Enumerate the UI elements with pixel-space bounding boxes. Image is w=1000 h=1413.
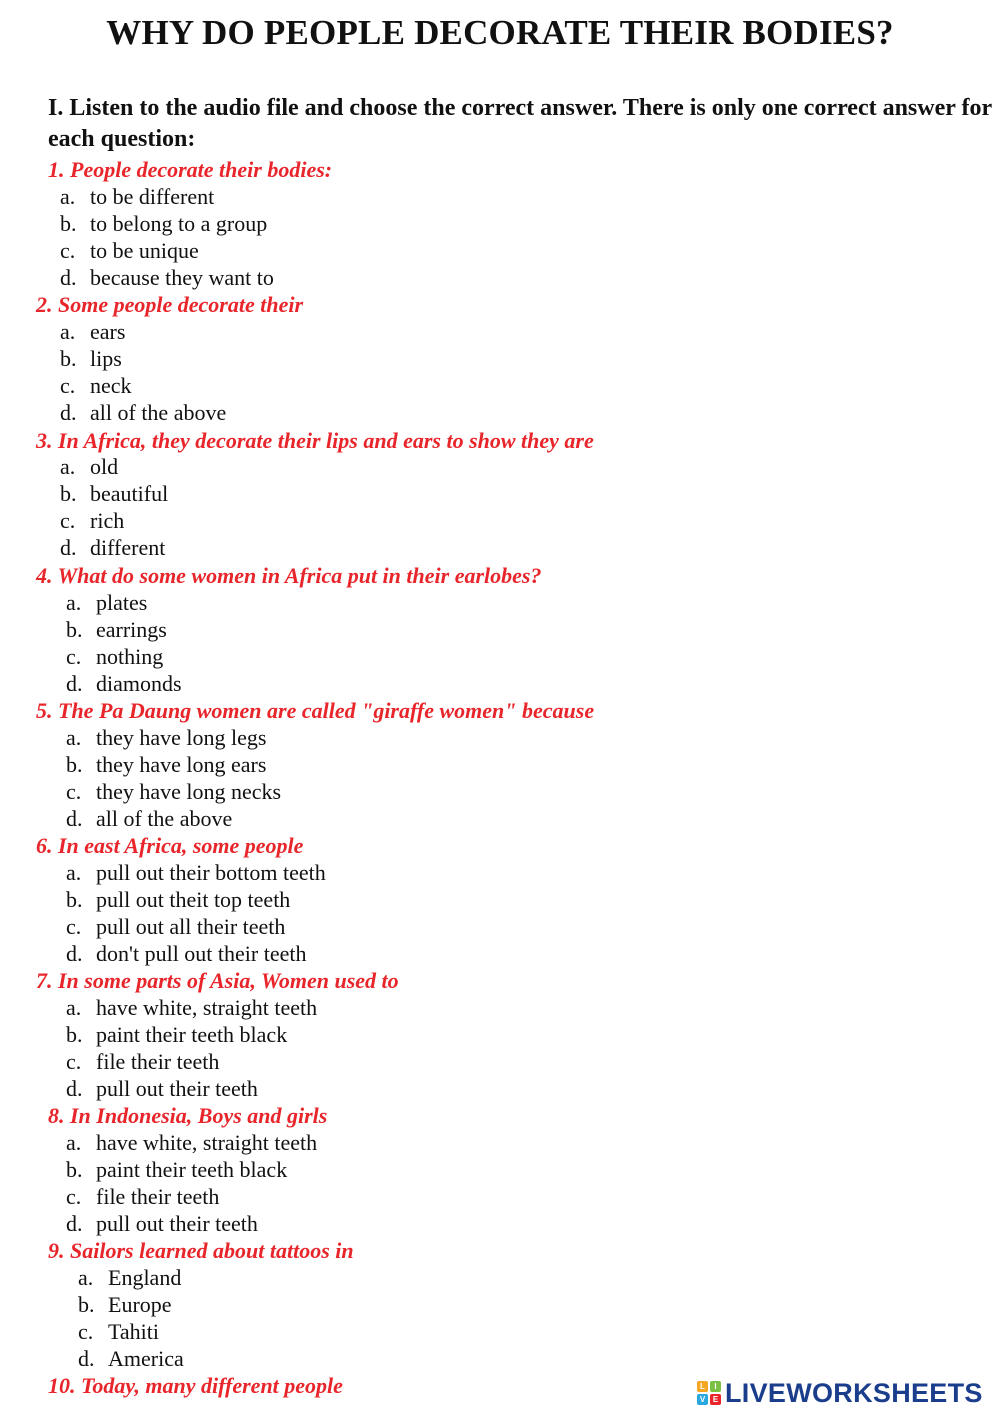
option-letter: c. <box>66 914 82 939</box>
option-letter: a. <box>60 454 76 479</box>
question-5: 5. The Pa Daung women are called "giraffe women" because <box>36 698 595 723</box>
option-letter: b. <box>66 752 83 777</box>
option-3b[interactable] <box>60 481 168 507</box>
question-2: 2. Some people decorate their <box>36 292 304 317</box>
section-instruction: I. Listen to the audio file and choose the correct answer. There is only one correct answer for each question: <box>48 95 992 152</box>
option-5c[interactable] <box>66 779 281 805</box>
option-text: don't pull out their teeth <box>96 941 307 966</box>
option-text: old <box>90 454 119 479</box>
option-letter: c. <box>60 373 76 398</box>
question-8: 8. In Indonesia, Boys and girls <box>48 1103 328 1128</box>
option-2d[interactable] <box>60 400 226 426</box>
option-letter: d. <box>66 1211 83 1236</box>
option-text: pull out theit top teeth <box>96 887 291 912</box>
option-2b[interactable] <box>60 346 122 372</box>
option-letter: c. <box>60 508 76 533</box>
option-letter: a. <box>60 184 76 209</box>
liveworksheets-logo <box>697 1377 983 1409</box>
option-letter: c. <box>66 1049 82 1074</box>
option-9d[interactable] <box>78 1346 184 1372</box>
option-4b[interactable] <box>66 617 167 643</box>
option-text: they have long legs <box>96 725 267 750</box>
option-letter: a. <box>66 590 82 615</box>
option-1a[interactable] <box>60 184 214 210</box>
option-text: file their teeth <box>96 1184 220 1209</box>
question-4: 4. What do some women in Africa put in their earlobes? <box>36 563 542 588</box>
option-text: they have long ears <box>96 752 267 777</box>
option-6c[interactable] <box>66 914 285 940</box>
option-4c[interactable] <box>66 644 163 670</box>
option-3d[interactable] <box>60 535 165 561</box>
option-4d[interactable] <box>66 671 182 697</box>
logo-cell-l: L <box>697 1381 708 1392</box>
option-text: different <box>90 535 166 560</box>
option-text: have white, straight teeth <box>96 1130 318 1155</box>
option-text: England <box>108 1265 182 1290</box>
option-text: neck <box>90 373 132 398</box>
option-text: plates <box>96 590 148 615</box>
option-3a[interactable] <box>60 454 118 480</box>
option-2c[interactable] <box>60 373 132 399</box>
option-text: Tahiti <box>108 1319 160 1344</box>
option-6d[interactable] <box>66 941 306 967</box>
option-text: America <box>108 1346 184 1371</box>
question-3: 3. In Africa, they decorate their lips and ears to show they are <box>36 428 594 453</box>
option-text: to be different <box>90 184 215 209</box>
logo-cell-i: I <box>710 1381 721 1392</box>
option-9b[interactable] <box>78 1292 172 1318</box>
option-text: they have long necks <box>96 779 282 804</box>
option-letter: a. <box>66 995 82 1020</box>
option-text: ears <box>90 319 126 344</box>
option-text: rich <box>90 508 125 533</box>
option-8a[interactable] <box>66 1130 317 1156</box>
option-9c[interactable] <box>78 1319 159 1345</box>
option-letter: d. <box>66 1076 83 1101</box>
option-5d[interactable] <box>66 806 232 832</box>
option-text: to belong to a group <box>90 211 268 236</box>
option-letter: c. <box>66 779 82 804</box>
option-letter: b. <box>78 1292 95 1317</box>
option-text: all of the above <box>90 400 227 425</box>
question-1: 1. People decorate their bodies: <box>48 157 333 182</box>
option-text: diamonds <box>96 671 182 696</box>
option-letter: b. <box>66 1022 83 1047</box>
option-text: file their teeth <box>96 1049 220 1074</box>
option-text: have white, straight teeth <box>96 995 318 1020</box>
option-4a[interactable] <box>66 590 147 616</box>
question-7: 7. In some parts of Asia, Women used to <box>36 968 399 993</box>
option-text: Europe <box>108 1292 172 1317</box>
option-letter: a. <box>66 860 82 885</box>
option-letter: d. <box>78 1346 95 1371</box>
option-letter: d. <box>60 535 77 560</box>
option-letter: b. <box>66 887 83 912</box>
option-text: paint their teeth black <box>96 1022 288 1047</box>
option-letter: b. <box>66 617 83 642</box>
option-9a[interactable] <box>78 1265 181 1291</box>
worksheet-title: WHY DO PEOPLE DECORATE THEIR BODIES? <box>106 13 894 52</box>
option-text: lips <box>90 346 122 371</box>
option-5b[interactable] <box>66 752 266 778</box>
option-1d[interactable] <box>60 265 274 291</box>
option-letter: c. <box>78 1319 94 1344</box>
option-text: to be unique <box>90 238 199 263</box>
option-text: pull out their teeth <box>96 1076 258 1101</box>
option-letter: b. <box>66 1157 83 1182</box>
option-letter: d. <box>60 400 77 425</box>
option-text: pull out all their teeth <box>96 914 286 939</box>
question-6: 6. In east Africa, some people <box>36 833 304 858</box>
option-6b[interactable] <box>66 887 290 913</box>
logo-text: LIVEWORKSHEETS <box>725 1377 983 1408</box>
logo-cell-e: E <box>710 1394 721 1405</box>
question-10: 10. Today, many different people <box>48 1373 343 1398</box>
question-9: 9. Sailors learned about tattoos in <box>48 1238 354 1263</box>
option-letter: b. <box>60 211 77 236</box>
option-letter: a. <box>66 1130 82 1155</box>
option-text: pull out their teeth <box>96 1211 258 1236</box>
option-letter: b. <box>60 346 77 371</box>
option-2a[interactable] <box>60 319 125 345</box>
option-letter: a. <box>78 1265 94 1290</box>
option-1b[interactable] <box>60 211 267 237</box>
option-text: paint their teeth black <box>96 1157 288 1182</box>
option-letter: c. <box>66 644 82 669</box>
option-letter: c. <box>66 1184 82 1209</box>
option-letter: b. <box>60 481 77 506</box>
option-8b[interactable] <box>66 1157 287 1183</box>
option-8c[interactable] <box>66 1184 219 1210</box>
option-7b[interactable] <box>66 1022 287 1048</box>
option-6a[interactable] <box>66 860 326 886</box>
option-letter: a. <box>66 725 82 750</box>
option-7a[interactable] <box>66 995 317 1021</box>
option-letter: a. <box>60 319 76 344</box>
option-text: beautiful <box>90 481 169 506</box>
option-letter: c. <box>60 238 76 263</box>
option-5a[interactable] <box>66 725 266 751</box>
option-7c[interactable] <box>66 1049 219 1075</box>
option-text: pull out their bottom teeth <box>96 860 326 885</box>
liveworksheets-logo-icon <box>697 1381 721 1405</box>
option-letter: d. <box>60 265 77 290</box>
option-text: earrings <box>96 617 167 642</box>
option-letter: d. <box>66 671 83 696</box>
option-1c[interactable] <box>60 238 199 264</box>
logo-cell-v: V <box>697 1394 708 1405</box>
option-text: because they want to <box>90 265 274 290</box>
option-letter: d. <box>66 941 83 966</box>
option-7d[interactable] <box>66 1076 258 1102</box>
option-letter: d. <box>66 806 83 831</box>
option-3c[interactable] <box>60 508 124 534</box>
option-text: all of the above <box>96 806 233 831</box>
option-8d[interactable] <box>66 1211 258 1237</box>
option-text: nothing <box>96 644 164 669</box>
